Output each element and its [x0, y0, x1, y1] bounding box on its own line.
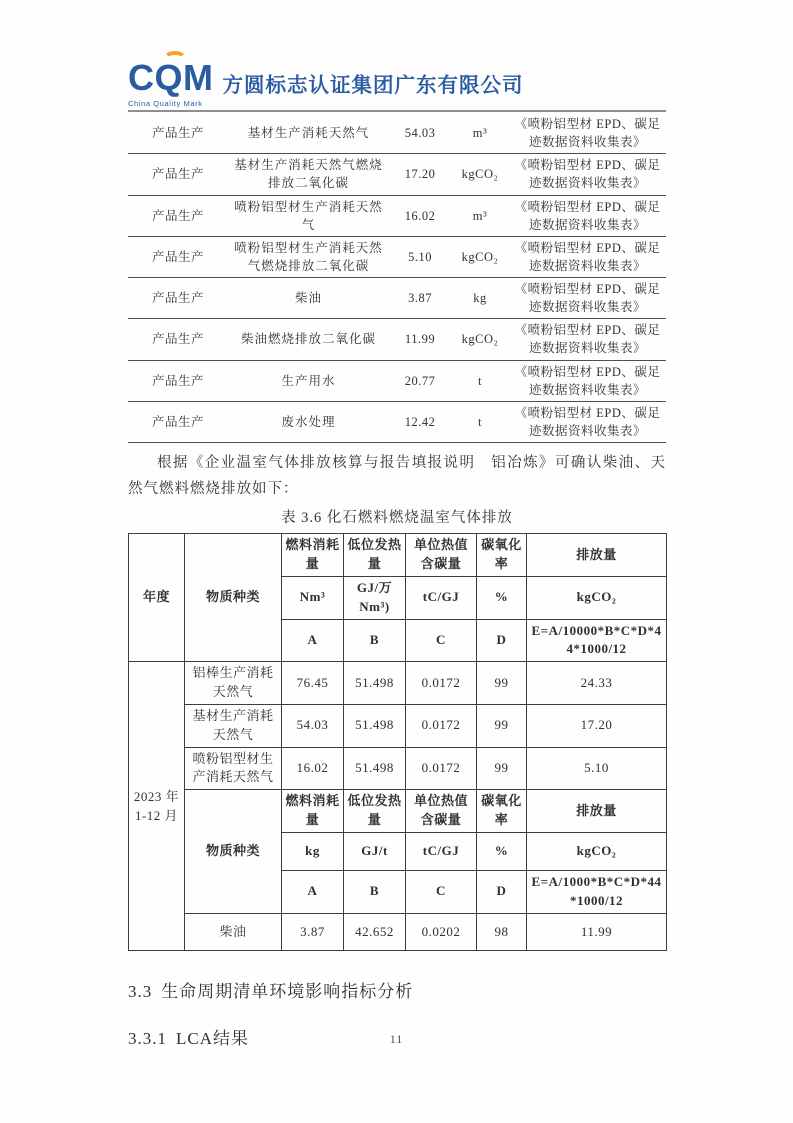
emissions-table — [128, 533, 667, 951]
unit-cell: kgCO₂ — [527, 833, 667, 871]
unit-cell: t — [478, 414, 482, 429]
year-value-cell — [129, 662, 185, 951]
value-cell: 16.02 — [404, 208, 436, 223]
source-cell: 《喷粉铝型材 EPD、碳足迹数据资料收集表》 — [514, 199, 661, 232]
stage-cell: 产品生产 — [151, 291, 204, 306]
header-cell: 碳氧化率 — [477, 534, 527, 577]
source-cell: 《喷粉铝型材 EPD、碳足迹数据资料收集表》 — [514, 240, 661, 273]
unit-cell: kgCO₂ — [527, 576, 667, 619]
value-cell: 5.10 — [408, 249, 432, 264]
inventory-row — [128, 113, 666, 154]
logo-tagline: China Quality Mark — [128, 99, 203, 108]
header-cell: 低位发热量 — [344, 534, 406, 577]
unit-cell: % — [477, 833, 527, 871]
value-cell: 76.45 — [282, 662, 344, 705]
value-cell: 54.03 — [404, 126, 436, 141]
formula-cell: E=A/10000*B*C*D*44*1000/12 — [527, 619, 667, 662]
unit-cell: kg — [282, 833, 344, 871]
header-cell: 碳氧化率 — [477, 790, 527, 833]
page-header — [128, 57, 666, 108]
header-cell: 燃料消耗量 — [282, 790, 344, 833]
value-cell: 3.87 — [282, 913, 344, 951]
q-arc-icon — [163, 51, 187, 67]
emissions-data-row — [129, 704, 667, 747]
stage-cell: 产品生产 — [151, 414, 204, 429]
stage-cell: 产品生产 — [151, 126, 204, 141]
material-cell: 铝棒生产消耗天然气 — [185, 662, 282, 705]
source-cell: 《喷粉铝型材 EPD、碳足迹数据资料收集表》 — [514, 364, 661, 397]
value-cell: 0.0172 — [406, 704, 477, 747]
page-number: 11 — [389, 1032, 404, 1046]
material-header-cell: 物质种类 — [185, 534, 282, 662]
value-cell: 5.10 — [527, 747, 667, 790]
value-cell: 17.20 — [404, 167, 436, 182]
stage-cell: 产品生产 — [151, 249, 204, 264]
header-cell: 单位热值含碳量 — [406, 790, 477, 833]
unit-cell: m³ — [472, 126, 488, 141]
symbol-cell: D — [477, 870, 527, 913]
unit-cell: GJ/t — [344, 833, 406, 871]
table-3-6-caption: 表 3.6 化石燃料燃烧温室气体排放 — [281, 510, 513, 527]
value-cell: 0.0202 — [406, 913, 477, 951]
value-cell: 54.03 — [282, 704, 344, 747]
emissions-data-row — [129, 747, 667, 790]
inventory-row — [128, 360, 666, 401]
section-number: 3.3 — [128, 982, 153, 1002]
symbol-cell: D — [477, 619, 527, 662]
cqm-logo-text: CQM — [128, 57, 214, 98]
section-heading-3-3 — [128, 977, 666, 1002]
symbol-cell: B — [344, 619, 406, 662]
year-line: 1-12 月 — [134, 808, 179, 824]
source-cell: 《喷粉铝型材 EPD、碳足迹数据资料收集表》 — [514, 405, 661, 438]
unit-cell: kgCO₂ — [461, 332, 499, 347]
header-rule — [128, 110, 666, 112]
emissions-header-row — [129, 534, 667, 577]
symbol-cell: A — [282, 870, 344, 913]
emissions-data-row — [129, 913, 667, 951]
header-cell: 排放量 — [527, 534, 667, 577]
section-title: LCA结果 — [176, 1029, 249, 1049]
item-cell: 柴油燃烧排放二氧化碳 — [240, 332, 376, 347]
header-cell: 排放量 — [527, 790, 667, 833]
inventory-row — [128, 195, 666, 236]
stage-cell: 产品生产 — [151, 373, 204, 388]
unit-cell: t — [478, 373, 482, 388]
unit-cell: GJ/万Nm³) — [344, 576, 406, 619]
value-cell: 99 — [477, 747, 527, 790]
item-cell: 生产用水 — [281, 373, 336, 388]
section-title: 生命周期清单环境影响指标分析 — [161, 982, 414, 1002]
value-cell: 3.87 — [408, 291, 432, 306]
source-cell: 《喷粉铝型材 EPD、碳足迹数据资料收集表》 — [514, 282, 661, 315]
source-cell: 《喷粉铝型材 EPD、碳足迹数据资料收集表》 — [514, 158, 661, 191]
value-cell: 99 — [477, 662, 527, 705]
value-cell: 98 — [477, 913, 527, 951]
value-cell: 17.20 — [527, 704, 667, 747]
stage-cell: 产品生产 — [151, 208, 204, 223]
value-cell: 20.77 — [404, 373, 436, 388]
formula-cell: E=A/1000*B*C*D*44*1000/12 — [527, 870, 667, 913]
section-number: 3.3.1 — [128, 1029, 167, 1049]
value-cell: 24.33 — [527, 662, 667, 705]
unit-cell: kgCO₂ — [461, 249, 499, 264]
inventory-row — [128, 154, 666, 195]
source-cell: 《喷粉铝型材 EPD、碳足迹数据资料收集表》 — [514, 323, 661, 356]
source-cell: 《喷粉铝型材 EPD、碳足迹数据资料收集表》 — [514, 117, 661, 150]
stage-cell: 产品生产 — [151, 167, 204, 182]
company-name: 方圆标志认证集团广东有限公司 — [222, 74, 524, 97]
value-cell: 16.02 — [282, 747, 344, 790]
value-cell: 0.0172 — [406, 662, 477, 705]
material-cell: 基材生产消耗天然气 — [185, 704, 282, 747]
intro-paragraph: 根据《企业温室气体排放核算与报告填报说明 铝冶炼》可确认柴油、天然气燃料燃烧排放如下： — [128, 455, 666, 498]
value-cell: 12.42 — [404, 414, 436, 429]
material-header-cell: 物质种类 — [185, 790, 282, 913]
inventory-row — [128, 278, 666, 319]
item-cell: 喷粉铝型材生产消耗天然气燃烧排放二氧化碳 — [234, 240, 383, 273]
value-cell: 51.498 — [344, 704, 406, 747]
unit-cell: tC/GJ — [406, 576, 477, 619]
header-cell: 燃料消耗量 — [282, 534, 344, 577]
value-cell: 51.498 — [344, 662, 406, 705]
emissions-data-row — [129, 662, 667, 705]
stage-cell: 产品生产 — [151, 332, 204, 347]
item-cell: 基材生产消耗天然气 — [247, 126, 370, 141]
item-cell: 基材生产消耗天然气燃烧排放二氧化碳 — [234, 158, 383, 191]
item-cell: 喷粉铝型材生产消耗天然气 — [234, 199, 383, 232]
value-cell: 11.99 — [527, 913, 667, 951]
material-cell: 喷粉铝型材生产消耗天然气 — [185, 747, 282, 790]
value-cell: 0.0172 — [406, 747, 477, 790]
item-cell: 柴油 — [294, 291, 322, 306]
unit-cell: kg — [473, 291, 487, 306]
unit-cell: tC/GJ — [406, 833, 477, 871]
symbol-cell: C — [406, 870, 477, 913]
unit-cell: kgCO₂ — [461, 167, 499, 182]
year-header-cell: 年度 — [129, 534, 185, 662]
symbol-cell: A — [282, 619, 344, 662]
cqm-logo — [128, 57, 214, 108]
year-line: 2023 年 — [133, 788, 180, 804]
unit-cell: m³ — [472, 208, 488, 223]
emissions-header-row — [129, 790, 667, 833]
value-cell: 99 — [477, 704, 527, 747]
symbol-cell: C — [406, 619, 477, 662]
material-cell: 柴油 — [185, 913, 282, 951]
value-cell: 51.498 — [344, 747, 406, 790]
header-cell: 低位发热量 — [344, 790, 406, 833]
unit-cell: % — [477, 576, 527, 619]
item-cell: 废水处理 — [281, 414, 336, 429]
header-cell: 单位热值含碳量 — [406, 534, 477, 577]
inventory-row — [128, 319, 666, 360]
value-cell: 11.99 — [404, 332, 436, 347]
inventory-row — [128, 401, 666, 442]
inventory-row — [128, 236, 666, 277]
unit-cell: Nm³ — [282, 576, 344, 619]
value-cell: 42.652 — [344, 913, 406, 951]
inventory-table — [128, 113, 666, 443]
symbol-cell: B — [344, 870, 406, 913]
